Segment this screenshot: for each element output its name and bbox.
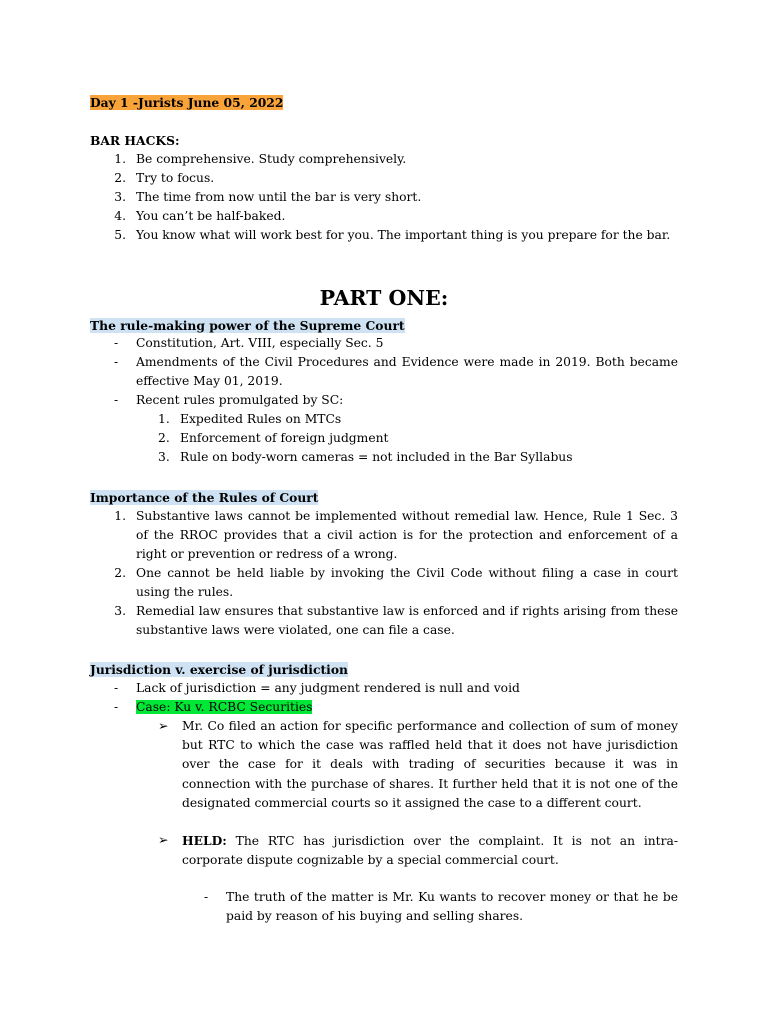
part-title: PART ONE:: [319, 286, 449, 310]
list-item: Amendments of the Civil Procedures and Evidence were made in 2019. Both became effective May 01, 2019.: [136, 355, 678, 389]
day-heading: [90, 93, 283, 113]
day-heading-text: Day 1 -Jurists June 05, 2022: [90, 95, 284, 110]
list-item: Constitution, Art. VIII, especially Sec. 5: [136, 336, 384, 350]
case-label: Case: Ku v. RCBC Securities: [136, 700, 313, 714]
section1-list: - Constitution, Art. VIII, especially Sec. 5 - Amendments of the Civil Procedures and Evidence were made in 2019. Both became effective May 01, 2019. - Recent rules promulgated by SC: 1. Expedited Rules on MTCs 2. Enforcement of foreign judgment 3. Rule on body-worn cameras = not included in the Bar Syllabus: [114, 336, 678, 464]
case-facts: Mr. Co filed an action for specific performance and collection of sum of money but RTC to which the case was raffled held that it does not have jurisdiction over the case for it deals with trading of securities because it was in connection with the purchase of shares. It further held that it is not one of the designated commercial courts so it assigned the case to a different court.: [182, 719, 678, 810]
bar-hacks-title: BAR HACKS:: [90, 133, 180, 148]
list-item: Lack of jurisdiction = any judgment rendered is null and void: [136, 681, 520, 695]
list-item: Substantive laws cannot be implemented without remedial law. Hence, Rule 1 Sec. 3 of the RROC provides that a civil action is for the protection and enforcement of a right or prevention or redress of a wrong.: [136, 509, 678, 562]
section-heading-jurisdiction: Jurisdiction v. exercise of jurisdiction: [90, 662, 348, 677]
section3-content: - Lack of jurisdiction = any judgment rendered is null and void - Case: Ku v. RCBC Securities ➢ Mr. Co filed an action for specific performance and collection of sum of money but RTC to which the case was raffled held that it does not have jurisdiction over the case for it deals with trading of securities because it was in connection with the purchase of shares. It further held that it is not one of the designated commercial courts so it assigned the case to a different court. ➢ HELD: The RTC has jurisdiction over the complaint. It is not an intra-corporate dispute cognizable by a special commercial court. - The truth of the matter is Mr. Ku wants to recover money or that he be paid by reason of his buying and selling shares.: [90, 679, 678, 939]
section-heading-rule-making: The rule-making power of the Supreme Court: [90, 318, 405, 333]
list-item: Remedial law ensures that substantive law is enforced and if rights arising from these substantive laws were violated, one can file a case.: [136, 604, 678, 638]
arrow-bullet-icon: ➢: [158, 719, 169, 733]
section-heading-importance: Importance of the Rules of Court: [90, 490, 319, 505]
list-item: Recent rules promulgated by SC:: [136, 393, 344, 407]
case-note: The truth of the matter is Mr. Ku wants to recover money or that he be paid by reason of his buying and selling shares.: [226, 890, 678, 924]
section2-list: 1. Substantive laws cannot be implemented without remedial law. Hence, Rule 1 Sec. 3 of the RROC provides that a civil action is for the protection and enforcement of a right or prevention or redress of a wrong. 2. One cannot be held liable by invoking the Civil Code without filing a case in court using the rules. 3. Remedial law ensures that substantive law is enforced and if rights arising from these substantive laws were violated, one can file a case.: [90, 507, 678, 647]
bar-hacks-list: 1. Be comprehensive. Study comprehensively. 2. Try to focus. 3. The time from now until the bar is very short. 4. You can’t be half-baked. 5. You know what will work best for you. The important thing is you prepare for the bar.: [114, 152, 671, 242]
case-held: HELD: The RTC has jurisdiction over the complaint. It is not an intra-corporate dispute cognizable by a special commercial court.: [182, 833, 678, 868]
list-item: One cannot be held liable by invoking the Civil Code without filing a case in court using the rules.: [136, 566, 678, 600]
arrow-bullet-icon: ➢: [158, 833, 169, 847]
